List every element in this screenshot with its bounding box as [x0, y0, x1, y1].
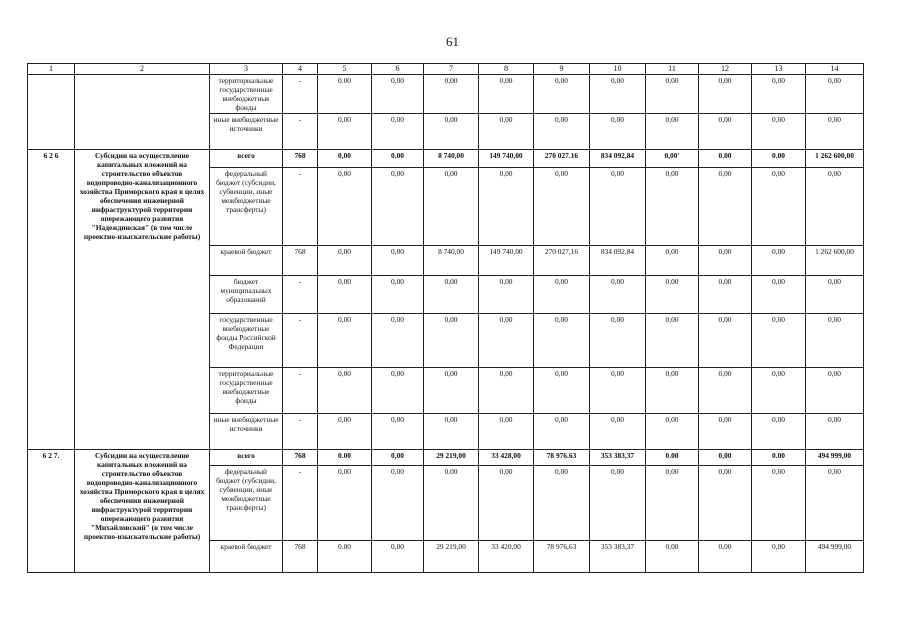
- cell-c9: 270 027.16: [534, 150, 590, 168]
- cell-c12: 0,00: [699, 168, 752, 246]
- cell-c14: 0,00: [806, 168, 864, 246]
- cell-c11: 0,00: [646, 541, 699, 573]
- column-header-7: 7: [424, 64, 479, 75]
- cell-c5: 0,00: [318, 168, 372, 246]
- column-header-8: 8: [479, 64, 534, 75]
- cell-c8: 0,00: [479, 368, 534, 414]
- cell-c5: 0.00: [318, 450, 372, 466]
- row-code: 6 2 6: [28, 150, 75, 450]
- cell-c12: 0,00: [699, 368, 752, 414]
- cell-c11: 0,00: [646, 168, 699, 246]
- cell-c8: 0,00: [479, 168, 534, 246]
- cell-c12: 0,00: [699, 466, 752, 541]
- cell-c7: 0,00: [424, 75, 479, 114]
- cell-c5: 0,00: [318, 466, 372, 541]
- cell-c5: 0,00: [318, 114, 372, 150]
- cell-c14: 0,00: [806, 414, 864, 450]
- row-code: [28, 75, 75, 150]
- cell-c11: 0,00: [646, 368, 699, 414]
- cell-c12: 0,00: [699, 414, 752, 450]
- cell-c8: 0,00: [479, 276, 534, 314]
- cell-c12: 0,00: [699, 114, 752, 150]
- cell-c13: 0,00: [752, 314, 806, 368]
- cell-c10: 0,00: [590, 368, 646, 414]
- cell-c12: 0.00: [699, 150, 752, 168]
- cell-c4: 768: [283, 150, 318, 168]
- cell-c5: 0.00: [318, 75, 372, 114]
- page-number: 61: [446, 34, 459, 49]
- table-row: [28, 150, 864, 168]
- cell-c6: 0,00: [372, 114, 424, 150]
- cell-c7: 0,00: [424, 168, 479, 246]
- funding-source: территориальные государственные внебюджетные фонды: [210, 75, 283, 114]
- cell-c10: 0,00: [590, 466, 646, 541]
- cell-c14: 494 999,00: [806, 450, 864, 466]
- cell-c6: 0,00: [372, 466, 424, 541]
- cell-c13: 0.00: [752, 450, 806, 466]
- funding-source: краевой бюджет: [210, 246, 283, 276]
- cell-c4: 768: [283, 541, 318, 573]
- cell-c10: 353 383,37: [590, 450, 646, 466]
- cell-c11: 0,00: [646, 75, 699, 114]
- cell-c6: 0,00: [372, 246, 424, 276]
- cell-c6: 0,00: [372, 314, 424, 368]
- cell-c12: 0,00: [699, 276, 752, 314]
- cell-c13: 0,00: [752, 75, 806, 114]
- cell-c13: 0,00: [752, 466, 806, 541]
- cell-c6: 0,00: [372, 368, 424, 414]
- cell-c4: 768: [283, 450, 318, 466]
- cell-c4: -: [283, 414, 318, 450]
- column-header-6: 6: [372, 64, 424, 75]
- cell-c6: 0,00: [372, 541, 424, 573]
- funding-source: иные внебюджетные источники: [210, 114, 283, 150]
- cell-c10: 353 383,37: [590, 541, 646, 573]
- cell-c13: 0,00: [752, 168, 806, 246]
- cell-c12: 0,00: [699, 541, 752, 573]
- column-header-11: 11: [646, 64, 699, 75]
- cell-c6: 0.00: [372, 150, 424, 168]
- column-header-5: 5: [318, 64, 372, 75]
- cell-c7: 29 219,00: [424, 450, 479, 466]
- cell-c8: 149 740,00: [479, 150, 534, 168]
- cell-c7: 0.00: [424, 466, 479, 541]
- cell-c14: 0,00: [806, 368, 864, 414]
- column-header-3: 3: [210, 64, 283, 75]
- cell-c10: 0,00: [590, 114, 646, 150]
- cell-c4: -: [283, 114, 318, 150]
- cell-c9: 0,00: [534, 114, 590, 150]
- cell-c11: 0,00: [646, 114, 699, 150]
- cell-c7: 0,00: [424, 314, 479, 368]
- funding-source: краевой бюджет: [210, 541, 283, 573]
- header-row: [28, 64, 864, 75]
- cell-c5: 0,00: [318, 276, 372, 314]
- row-description: Субсидии на осуществление капитальных вложений на строительство объектов водопроводно-канализационного хозяйства Приморского края в целях обеспечения инженерной инфраструктурой территории опережающего развития "Надеждинская" (в том числе проектно-изыскательские работы): [75, 150, 210, 450]
- funding-source: всего: [210, 450, 283, 466]
- funding-source: всего: [210, 150, 283, 168]
- cell-c10: 0,00: [590, 276, 646, 314]
- cell-c5: 0,00: [318, 246, 372, 276]
- funding-source: федеральный бюджет (субсидии, субвенции, иные межбюджетные трансферты): [210, 466, 283, 541]
- funding-source: бюджет муниципальных образований: [210, 276, 283, 314]
- column-header-2: 2: [75, 64, 210, 75]
- cell-c4: -: [283, 368, 318, 414]
- cell-c8: 0,00: [479, 75, 534, 114]
- cell-c7: 0,00: [424, 276, 479, 314]
- column-header-9: 9: [534, 64, 590, 75]
- column-header-1: 1: [28, 64, 75, 75]
- cell-c8: 149 740,00: [479, 246, 534, 276]
- cell-c7: 0,00: [424, 414, 479, 450]
- row-description: Субсидии на осуществление капитальных вложений на строительство объектов водопроводно-канализационного хозяйства Приморского края в целях обеспечения инженерной инфраструктурой территории опережающего развития "Михайловский" (в том числе проектно-изыскательские работы): [75, 450, 210, 573]
- funding-source: территориальные государственные внебюджетные фонды: [210, 368, 283, 414]
- cell-c12: 0,00: [699, 246, 752, 276]
- row-code: 6 2 7.: [28, 450, 75, 573]
- cell-c5: 0,00: [318, 314, 372, 368]
- cell-c6: 0,00: [372, 450, 424, 466]
- cell-c10: 0,00: [590, 168, 646, 246]
- cell-c13: 0,00: [752, 414, 806, 450]
- cell-c11: 0,00: [646, 466, 699, 541]
- cell-c11: 0.00: [646, 450, 699, 466]
- cell-c14: 494 999,00: [806, 541, 864, 573]
- cell-c11: 0,00: [646, 314, 699, 368]
- cell-c12: 0,00: [699, 75, 752, 114]
- cell-c9: 78 976,63: [534, 541, 590, 573]
- cell-c14: 0,00: [806, 314, 864, 368]
- cell-c14: 0,00: [806, 466, 864, 541]
- cell-c11: 0,00: [646, 414, 699, 450]
- cell-c4: 768: [283, 246, 318, 276]
- cell-c12: 0,00: [699, 314, 752, 368]
- cell-c10: 0,00: [590, 414, 646, 450]
- cell-c9: 0,00: [534, 276, 590, 314]
- cell-c13: 0,00: [752, 541, 806, 573]
- cell-c8: 0,00: [479, 414, 534, 450]
- cell-c7: 8 740,00: [424, 246, 479, 276]
- cell-c8: 0,00: [479, 314, 534, 368]
- cell-c9: 78 976.63: [534, 450, 590, 466]
- cell-c13: 0.00: [752, 150, 806, 168]
- cell-c10: 834 092,84: [590, 246, 646, 276]
- cell-c6: 0,00: [372, 75, 424, 114]
- cell-c14: 1 262 600,00: [806, 246, 864, 276]
- cell-c11: 0,00': [646, 150, 699, 168]
- cell-c7: 29 219,00: [424, 541, 479, 573]
- cell-c14: 1 262 600,00: [806, 150, 864, 168]
- cell-c9: 0,00: [534, 414, 590, 450]
- cell-c7: 0,00: [424, 368, 479, 414]
- cell-c4: -: [283, 314, 318, 368]
- table-row: [28, 75, 864, 114]
- cell-c4: -: [283, 168, 318, 246]
- funding-source: федеральный бюджет (субсидии, субвенции, иные межбюджетные трансферты): [210, 168, 283, 246]
- budget-table: [27, 63, 864, 573]
- cell-c8: 33 428,00: [479, 450, 534, 466]
- cell-c8: 0,00: [479, 466, 534, 541]
- cell-c9: 270 027,16: [534, 246, 590, 276]
- cell-c11: 0,00: [646, 276, 699, 314]
- column-header-10: 10: [590, 64, 646, 75]
- cell-c14: 0,00: [806, 276, 864, 314]
- cell-c9: 0,00: [534, 466, 590, 541]
- cell-c7: 0,00: [424, 114, 479, 150]
- cell-c9: 0,00: [534, 75, 590, 114]
- cell-c4: -: [283, 276, 318, 314]
- cell-c5: 0.00: [318, 541, 372, 573]
- column-header-13: 13: [752, 64, 806, 75]
- funding-source: иные внебюджетные источники: [210, 414, 283, 450]
- cell-c13: 0,00: [752, 368, 806, 414]
- cell-c10: 834 092,84: [590, 150, 646, 168]
- cell-c8: 0,00: [479, 114, 534, 150]
- column-header-4: 4: [283, 64, 318, 75]
- cell-c13: 0,00: [752, 114, 806, 150]
- row-description: [75, 75, 210, 150]
- cell-c10: 0,00: [590, 75, 646, 114]
- cell-c10: 0,00: [590, 314, 646, 368]
- cell-c5: 0,00: [318, 368, 372, 414]
- table-row: [28, 450, 864, 466]
- cell-c7: 8 740,00: [424, 150, 479, 168]
- cell-c9: 0,00: [534, 368, 590, 414]
- cell-c8: 33 420,00: [479, 541, 534, 573]
- funding-source: государственные внебюджетные фонды Российской Федерации: [210, 314, 283, 368]
- cell-c14: 0,00: [806, 75, 864, 114]
- cell-c11: 0,00: [646, 246, 699, 276]
- cell-c4: -: [283, 466, 318, 541]
- cell-c4: -: [283, 75, 318, 114]
- cell-c6: 0,00: [372, 414, 424, 450]
- column-header-12: 12: [699, 64, 752, 75]
- column-header-14: 14: [806, 64, 864, 75]
- cell-c14: 0,00: [806, 114, 864, 150]
- cell-c9: 0,00: [534, 168, 590, 246]
- cell-c5: 0,00: [318, 150, 372, 168]
- cell-c13: 0,00: [752, 276, 806, 314]
- cell-c13: 0,00: [752, 246, 806, 276]
- cell-c9: 0,00: [534, 314, 590, 368]
- cell-c6: 0,00: [372, 276, 424, 314]
- cell-c12: 0,00: [699, 450, 752, 466]
- cell-c5: 0,00: [318, 414, 372, 450]
- cell-c6: 0,00: [372, 168, 424, 246]
